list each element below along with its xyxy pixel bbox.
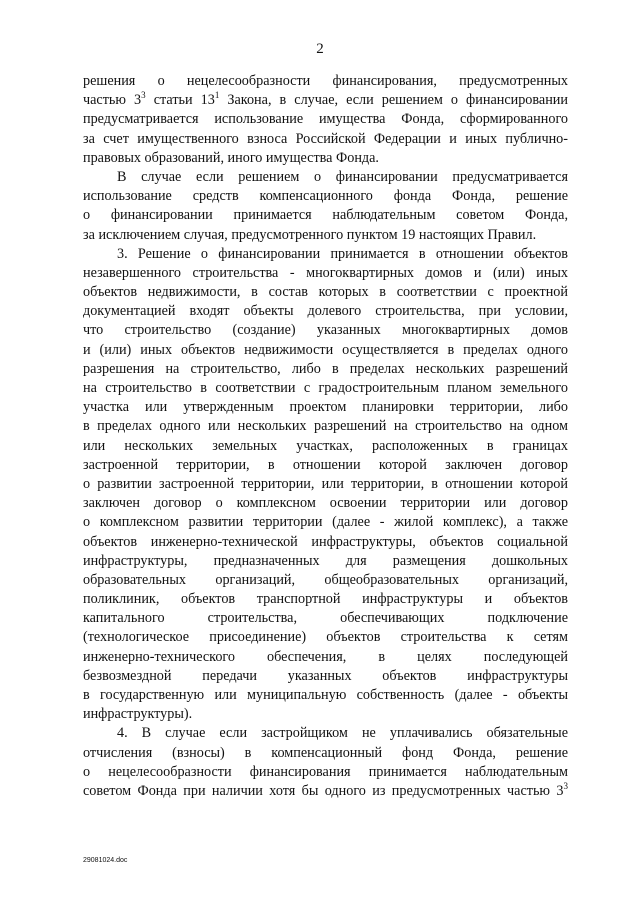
text-line: решения о нецелесообразности финансирования, предусмотренных (83, 73, 568, 89)
text-line: участка или утвержденным проектом планировки территории, либо (83, 399, 568, 416)
text-line: на строительство в соответствии с градостроительным планом земельного (83, 380, 568, 396)
paragraph-compensation-fund (83, 168, 568, 245)
text-line: незавершенного строительства - многоквартирных домов и (или) иных (83, 264, 568, 281)
text-line: поликлиник, объектов транспортной инфраструктуры и объектов (83, 591, 568, 608)
text-line: документацией входят объекты долевого строительства, при условии, (83, 303, 568, 320)
text-line: о нецелесообразности финансирования принимается наблюдательным (83, 763, 568, 780)
paragraph-clause-4 (83, 724, 568, 801)
text-line: разрешения на строительство, либо в пределах нескольких разрешений (83, 360, 568, 377)
text-line: инфраструктуры, предназначенных для размещения дошкольных (83, 552, 568, 569)
text-line: капитального строительства, обеспечивающих подключение (83, 610, 568, 627)
text-line: инфраструктуры). (83, 706, 193, 723)
text-line: в пределах одного или нескольких разрешений на строительство на одном (83, 418, 568, 435)
footer-filename: 29081024.doc (83, 857, 128, 864)
text-line: о комплексном развитии территории (далее - жилой комплекс), а также (83, 514, 568, 531)
text-line: советом Фонда при наличии хотя бы одного из предусмотренных частью $3^3$ (83, 780, 568, 799)
text-line: за исключением случая, предусмотренного пунктом 19 настоящих Правил. (83, 226, 537, 243)
text-line: использование средств компенсационного фонда Фонда, решение (83, 188, 568, 205)
text-line: (технологическое присоединение) объектов строительства к сетям (83, 629, 568, 646)
text-line: или нескольких земельных участках, расположенных в границах (83, 437, 568, 454)
text-line: что строительство (создание) указанных многоквартирных домов (83, 322, 568, 339)
text-line: в государственную или муниципальную собственность (далее - объекты (83, 687, 568, 703)
text-line: о финансировании принимается наблюдательным советом Фонда, (83, 207, 568, 224)
text-line: заключен договор о комплексном освоении территории или договор (83, 495, 568, 512)
text-line: В случае если решением о финансировании предусматривается (117, 168, 568, 185)
text-line: безвозмездной передачи указанных объектов инфраструктуры (83, 667, 568, 684)
text-line: за счет имущественного взноса Российской Федерации и иных публично- (83, 130, 568, 147)
paragraph-clause-3 (83, 245, 568, 725)
text-line: объектов инженерно-технической инфраструктуры, объектов социальной (83, 533, 568, 550)
text-line: застроенной территории, в отношении которой заключен договор (83, 456, 568, 473)
text-line: правовых образований, иного имущества Фонда. (83, 149, 379, 166)
paragraph-continuation (83, 72, 568, 168)
document-body (83, 72, 568, 801)
text-line: 3. Решение о финансировании принимается в отношении объектов (117, 245, 568, 262)
text-line: отчисления (взносы) в компенсационный фонд Фонда, решение (83, 744, 568, 761)
text-line: 4. В случае если застройщиком не уплачивались обязательные (117, 725, 568, 742)
superscript: 3 (141, 90, 146, 101)
text-line: о развитии застроенной территории, или территории, в отношении которой (83, 475, 568, 492)
page-number: 2 (316, 41, 324, 57)
superscript: 3 (563, 780, 568, 791)
text-line: объектов недвижимости, в состав которых в соответствии с проектной (83, 284, 568, 301)
text-line: образовательных организаций, общеобразовательных организаций, (83, 571, 568, 588)
superscript: 1 (214, 90, 220, 101)
text-line: инженерно-технического обеспечения, в целях последующей (83, 648, 568, 665)
text-line: и (или) иных объектов недвижимости осуществляется в пределах одного (83, 341, 568, 358)
text-line: частью $3^3$ статьи $13^1$ Закона, в случае, если решением о финансировании (83, 90, 568, 109)
text-line: предусматривается использование имущества Фонда, сформированного (83, 111, 568, 128)
